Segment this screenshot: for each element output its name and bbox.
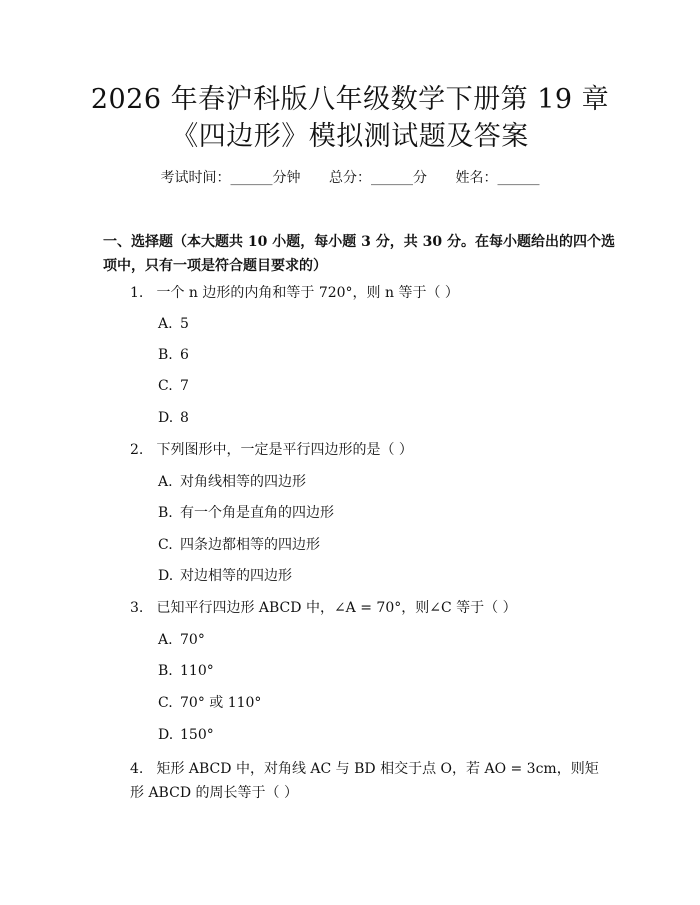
name-field: 姓名：______	[455, 170, 540, 186]
option-text: 四条边都相等的四边形	[180, 537, 320, 553]
question-1-option-b	[158, 343, 189, 367]
question-2-option-b	[158, 501, 334, 525]
question-3-option-b	[158, 659, 214, 683]
option-text: 8	[180, 410, 189, 426]
exam-info-row	[0, 168, 700, 188]
question-2-option-c	[158, 533, 320, 557]
option-text: 有一个角是直角的四边形	[180, 505, 334, 521]
option-letter: C.	[158, 378, 173, 394]
page-title-line1: 2026 年春沪科版八年级数学下册第 19 章	[90, 84, 610, 115]
section-heading: 一、选择题（本大题共 10 小题，每小题 3 分，共 30 分。在每小题给出的四个选项中，只有一项是符合题目要求的）	[103, 234, 615, 274]
option-text: 70° 或 110°	[180, 695, 262, 711]
option-letter: A.	[158, 316, 173, 332]
question-1-option-c	[158, 374, 189, 398]
exam-time-field: 考试时间：______分钟	[160, 170, 301, 186]
option-text: 6	[180, 347, 189, 363]
question-1-option-a	[158, 312, 189, 336]
question-number: 4.	[130, 761, 144, 777]
option-letter: A.	[158, 632, 173, 648]
option-letter: D.	[158, 727, 174, 743]
question-3-option-d	[158, 723, 214, 747]
question-text: 已知平行四边形 ABCD 中，∠A = 70°，则∠C 等于（ ）	[156, 600, 517, 616]
option-text: 110°	[180, 663, 214, 679]
option-letter: C.	[158, 695, 173, 711]
option-text: 5	[180, 316, 189, 332]
question-number: 1.	[130, 285, 144, 301]
option-letter: B.	[158, 663, 173, 679]
question-2-option-a	[158, 470, 306, 494]
option-text: 7	[180, 378, 189, 394]
option-text: 70°	[180, 632, 205, 648]
question-text: 下列图形中，一定是平行四边形的是（ ）	[156, 442, 413, 458]
option-letter: A.	[158, 474, 173, 490]
total-score-field: 总分：______分	[329, 170, 427, 186]
question-1-option-d	[158, 406, 189, 430]
option-letter: B.	[158, 347, 173, 363]
option-letter: D.	[158, 410, 174, 426]
question-text: 矩形 ABCD 中，对角线 AC 与 BD 相交于点 O，若 AO = 3cm，则矩形 ABCD 的周长等于（ ）	[130, 761, 599, 801]
option-letter: B.	[158, 505, 173, 521]
question-number: 2.	[130, 442, 144, 458]
option-letter: D.	[158, 568, 174, 584]
question-3-option-c	[158, 691, 261, 715]
question-number: 3.	[130, 600, 144, 616]
question-1	[130, 281, 600, 305]
option-letter: C.	[158, 537, 173, 553]
question-2-option-d	[158, 564, 292, 588]
option-text: 对边相等的四边形	[180, 568, 292, 584]
question-3-option-a	[158, 628, 205, 652]
question-4	[130, 757, 600, 805]
page-title-line2: 《四边形》模拟测试题及答案	[171, 121, 529, 152]
option-text: 150°	[180, 727, 214, 743]
question-2	[130, 438, 600, 462]
question-text: 一个 n 边形的内角和等于 720°，则 n 等于（ ）	[156, 285, 459, 301]
question-3	[130, 596, 600, 620]
option-text: 对角线相等的四边形	[180, 474, 306, 490]
